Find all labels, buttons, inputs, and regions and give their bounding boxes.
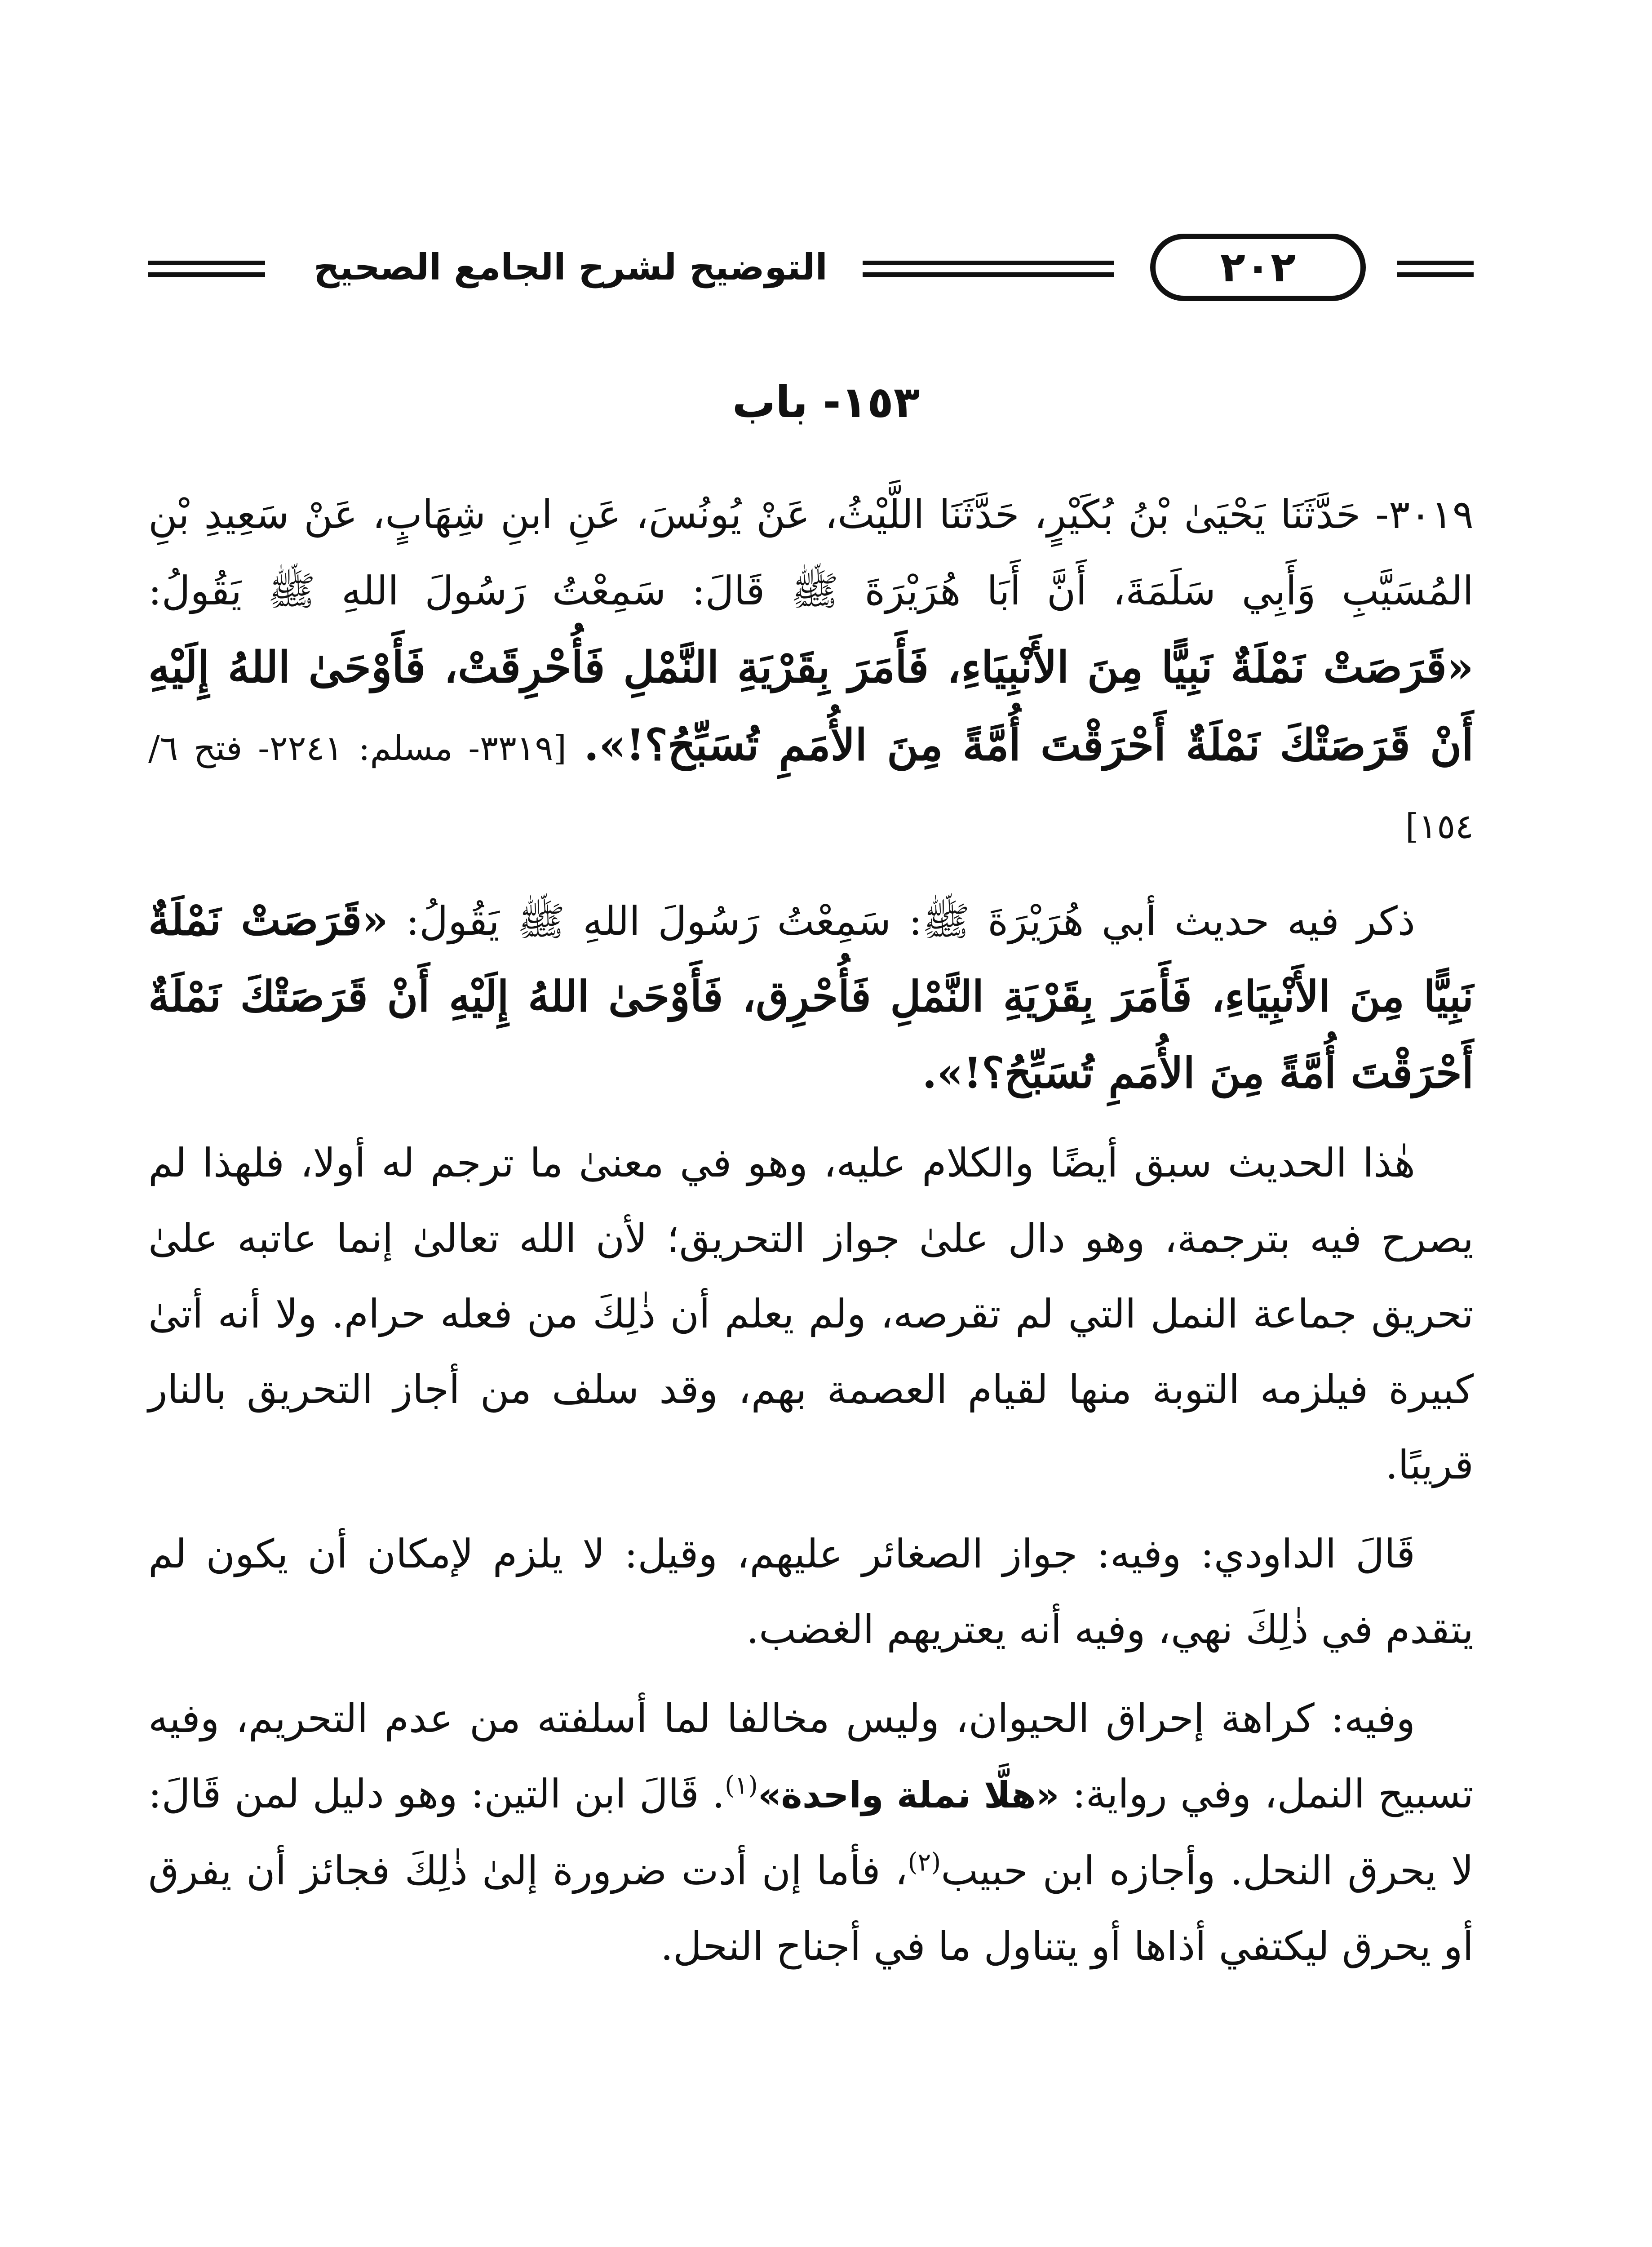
chapter-title: ١٥٣- باب — [732, 377, 920, 427]
main-content — [148, 476, 1474, 1998]
paragraph-4-part-b: . قَالَ ابن التين: وهو دليل لمن قَالَ: لا يحرق النحل. وأجازه ابن حبيب — [148, 1771, 1474, 1894]
paragraph-1-intro: ذكر فيه حديث أبي هُرَيْرَةَ ﷺ: سَمِعْتُ رَسُولَ اللهِ ﷺ يَقُولُ: — [406, 898, 1415, 944]
paragraph-4-part-a: وفيه: كراهة إحراق الحيوان، وليس مخالفا لما أسلفته من عدم التحريم، وفيه تسبيح النمل، وفي رواية: — [148, 1695, 1474, 1817]
page-number-badge: ٢٠٢ — [1150, 234, 1366, 301]
hadith-matn: «قَرَصَتْ نَمْلَةٌ نَبِيًّا مِنَ الأَنْبِيَاءِ، فَأَمَرَ بِقَرْيَةِ النَّمْلِ فَأُحْرِقَتْ، فَأَوْحَىٰ اللهُ إِلَيْهِ أَنْ قَرَصَتْكَ نَمْلَةٌ أَحْرَقْتَ أُمَّةً مِنَ الأُمَمِ تُسَبِّحُ؟!». — [148, 642, 1474, 770]
footnote-ref-1[interactable]: (١) — [725, 1771, 758, 1800]
hadith-reference: [٣٣١٩- مسلم: ٢٢٤١- فتح ٦/ ١٥٤] — [148, 728, 1474, 846]
paragraph-1 — [148, 883, 1474, 1112]
paragraph-3: قَالَ الداودي: وفيه: جواز الصغائر عليهم، وقيل: لا يلزم لإمكان أن يكون لم يتقدم في ذٰلِكَ نهي، وفيه أنه يعتريهم الغضب. — [148, 1531, 1474, 1652]
header-rule-middle — [863, 261, 1114, 277]
running-title: التوضيح لشرح الجامع الصحيح — [314, 246, 828, 288]
footnote-ref-2[interactable]: (٢) — [908, 1847, 941, 1877]
header-rule-right — [1397, 261, 1474, 277]
paragraph-2: هٰذا الحديث سبق أيضًا والكلام عليه، وهو في معنىٰ ما ترجم له أولا، فلهذا لم يصرح فيه بترجمة، وهو دال علىٰ جواز التحريق؛ لأن الله تعالىٰ إنما عاتبه علىٰ تحريق جماعة النمل التي لم تقرصه، ولم يعلم أن ذٰلِكَ من فعله حرام. ولا أنه أتىٰ كبيرة فيلزمه التوبة منها لقيام العصمة بهم، وقد سلف من أجاز التحريق بالنار قريبًا. — [148, 1140, 1474, 1488]
hadith-block — [148, 476, 1474, 865]
paragraph-4-part-c: ، فأما إن أدت ضرورة إلىٰ ذٰلِكَ فجائز أن يفرق أو يحرق ليكتفي أذاها أو يتناول ما في أجناح النحل. — [148, 1847, 1474, 1969]
paragraph-4-quote: «هلَّا نملة واحدة» — [757, 1774, 1059, 1816]
paragraph-4 — [148, 1681, 1474, 1984]
paragraph-1-quote: «قَرَصَتْ نَمْلَةٌ نَبِيًّا مِنَ الأَنْبِيَاءِ، فَأَمَرَ بِقَرْيَةِ النَّمْلِ فَأُحْرِق، فَأَوْحَىٰ اللهُ إِلَيْهِ أَنْ قَرَصَتْكَ نَمْلَةٌ أَحْرَقْتَ أُمَّةً مِنَ الأُمَمِ تُسَبِّحُ؟!». — [148, 896, 1474, 1098]
page-header — [148, 234, 1474, 310]
header-rule-left — [148, 261, 265, 277]
hadith-isnad: ٣٠١٩- حَدَّثَنَا يَحْيَىٰ بْنُ بُكَيْرٍ، حَدَّثَنَا اللَّيْثُ، عَنْ يُونُسَ، عَنِ ابنِ شِهَابٍ، عَنْ سَعِيدِ بْنِ المُسَيَّبِ وَأَبِي سَلَمَةَ، أَنَّ أَبَا هُرَيْرَةَ ﷺ قَالَ: سَمِعْتُ رَسُولَ اللهِ ﷺ يَقُولُ: — [148, 491, 1474, 614]
